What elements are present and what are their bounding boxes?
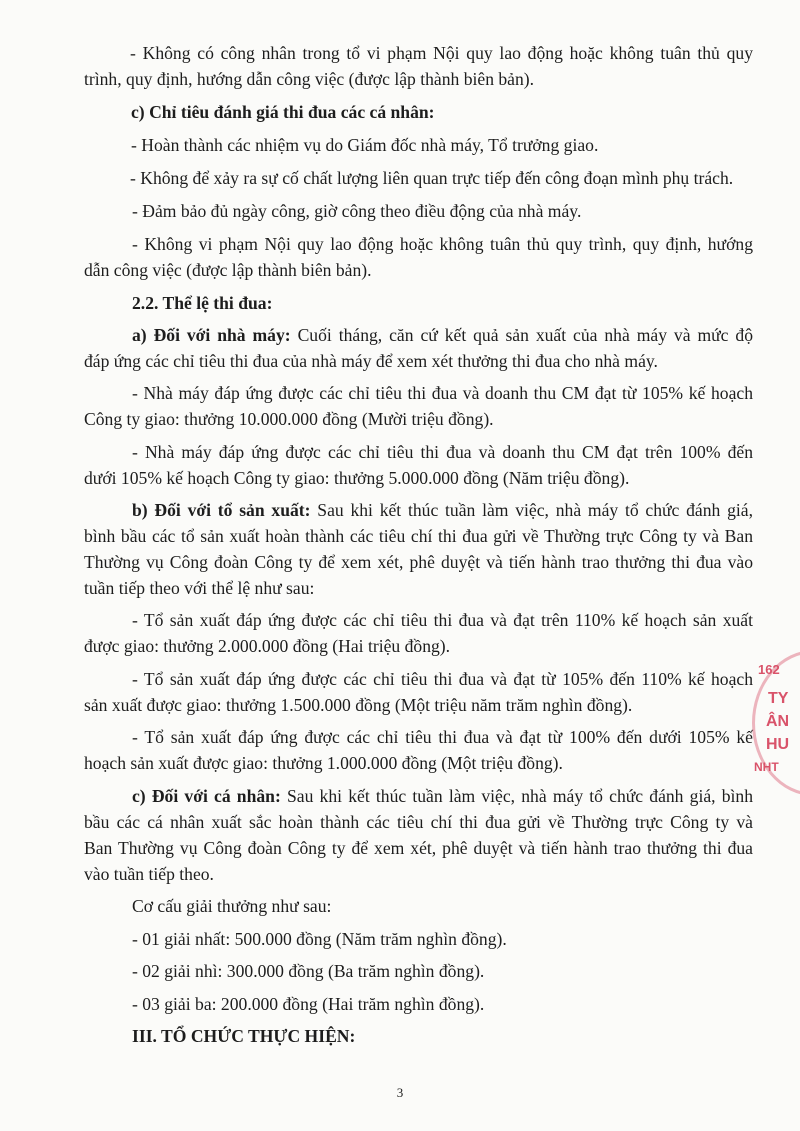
section-heading: III. TỔ CHỨC THỰC HIỆN: xyxy=(132,1026,356,1046)
text-line: vào tuần tiếp theo. xyxy=(84,864,214,884)
section-heading: c) Chỉ tiêu đánh giá thi đua các cá nhân: xyxy=(131,102,435,122)
text-line: b) Đối với tổ sản xuất: Sau khi kết thúc tuần làm việc, nhà máy tổ chức đánh giá, xyxy=(132,500,753,520)
text-line: Thường vụ Công đoàn Công ty để xem xét, phê duyệt và tiến hành trao thưởng thi đua vào xyxy=(84,552,753,572)
text-line: bình bầu các tổ sản xuất hoàn thành các tiêu chí thi đua gửi về Thường trực Công ty và Ban xyxy=(84,526,753,546)
text-line: dưới 105% kế hoạch Công ty giao: thưởng 5.000.000 đồng (Năm triệu đồng). xyxy=(84,468,630,488)
text-line: - Không vi phạm Nội quy lao động hoặc không tuân thủ quy trình, quy định, hướng xyxy=(132,234,753,254)
text-line: - Không có công nhân trong tổ vi phạm Nội quy lao động hoặc không tuân thủ quy xyxy=(130,43,753,63)
text-line: dẫn công việc (được lập thành biên bản). xyxy=(84,260,372,280)
text-line: - 02 giải nhì: 300.000 đồng (Ba trăm nghìn đồng). xyxy=(132,961,485,981)
text-line: Công ty giao: thưởng 10.000.000 đồng (Mười triệu đồng). xyxy=(84,409,494,429)
seal-text: TY xyxy=(768,690,789,707)
text-line: - Tổ sản xuất đáp ứng được các chỉ tiêu thi đua và đạt từ 100% đến dưới 105% kế xyxy=(132,727,753,747)
section-heading: 2.2. Thể lệ thi đua: xyxy=(132,293,273,313)
text-line: - Tổ sản xuất đáp ứng được các chỉ tiêu thi đua và đạt từ 105% đến 110% kế hoạch xyxy=(132,669,753,689)
text-line: trình, quy định, hướng dẫn công việc (được lập thành biên bản). xyxy=(84,69,535,89)
text-line: đáp ứng các chỉ tiêu thi đua của nhà máy để xem xét thưởng thi đua cho nhà máy. xyxy=(84,351,658,371)
text-line: được giao: thưởng 2.000.000 đồng (Hai triệu đồng). xyxy=(84,636,451,656)
text-line: - Đảm bảo đủ ngày công, giờ công theo điều động của nhà máy. xyxy=(132,201,582,221)
text-line: - Hoàn thành các nhiệm vụ do Giám đốc nhà máy, Tổ trưởng giao. xyxy=(131,135,599,155)
text-line: c) Đối với cá nhân: Sau khi kết thúc tuần làm việc, nhà máy tổ chức đánh giá, bình xyxy=(132,786,753,806)
text-line: sản xuất được giao: thưởng 1.500.000 đồng (Một triệu năm trăm nghìn đồng). xyxy=(84,695,633,715)
text-line: - Nhà máy đáp ứng được các chỉ tiêu thi đua và doanh thu CM đạt từ 105% kế hoạch xyxy=(132,383,753,403)
bold-lead: b) Đối với tổ sản xuất: xyxy=(132,500,311,520)
text-line: hoạch sản xuất được giao: thưởng 1.000.000 đồng (Một triệu đồng). xyxy=(84,753,563,773)
seal-text: 162 xyxy=(758,662,780,677)
seal-text: ÂN xyxy=(766,713,790,730)
seal-text: HU xyxy=(766,736,790,753)
text-line: - 03 giải ba: 200.000 đồng (Hai trăm nghìn đồng). xyxy=(132,994,485,1014)
seal-text: NHT xyxy=(754,760,779,774)
text-line: tuần tiếp theo với thể lệ như sau: xyxy=(84,578,315,598)
text-line: Ban Thường vụ Công đoàn Công ty để xem xét, phê duyệt và tiến hành trao thưởng thi đua xyxy=(84,838,753,858)
text-line: Cơ cấu giải thưởng như sau: xyxy=(132,896,332,916)
bold-lead: c) Đối với cá nhân: xyxy=(132,786,281,806)
text-line: a) Đối với nhà máy: Cuối tháng, căn cứ kết quả sản xuất của nhà máy và mức độ xyxy=(132,325,753,345)
text-line: - Không để xảy ra sự cố chất lượng liên quan trực tiếp đến công đoạn mình phụ trách. xyxy=(130,168,734,188)
text-line: - Nhà máy đáp ứng được các chỉ tiêu thi đua và doanh thu CM đạt trên 100% đến xyxy=(132,442,753,462)
bold-lead: a) Đối với nhà máy: xyxy=(132,325,291,345)
text-line: bầu các cá nhân xuất sắc hoàn thành các tiêu chí thi đua gửi về Thường trực Công ty và xyxy=(84,812,753,832)
page-number: 3 xyxy=(396,1085,404,1100)
text-line: - 01 giải nhất: 500.000 đồng (Năm trăm nghìn đồng). xyxy=(132,929,507,949)
text-line: - Tổ sản xuất đáp ứng được các chỉ tiêu thi đua và đạt trên 110% kế hoạch sản xuất xyxy=(132,610,753,630)
red-stamp-seal xyxy=(752,650,800,800)
